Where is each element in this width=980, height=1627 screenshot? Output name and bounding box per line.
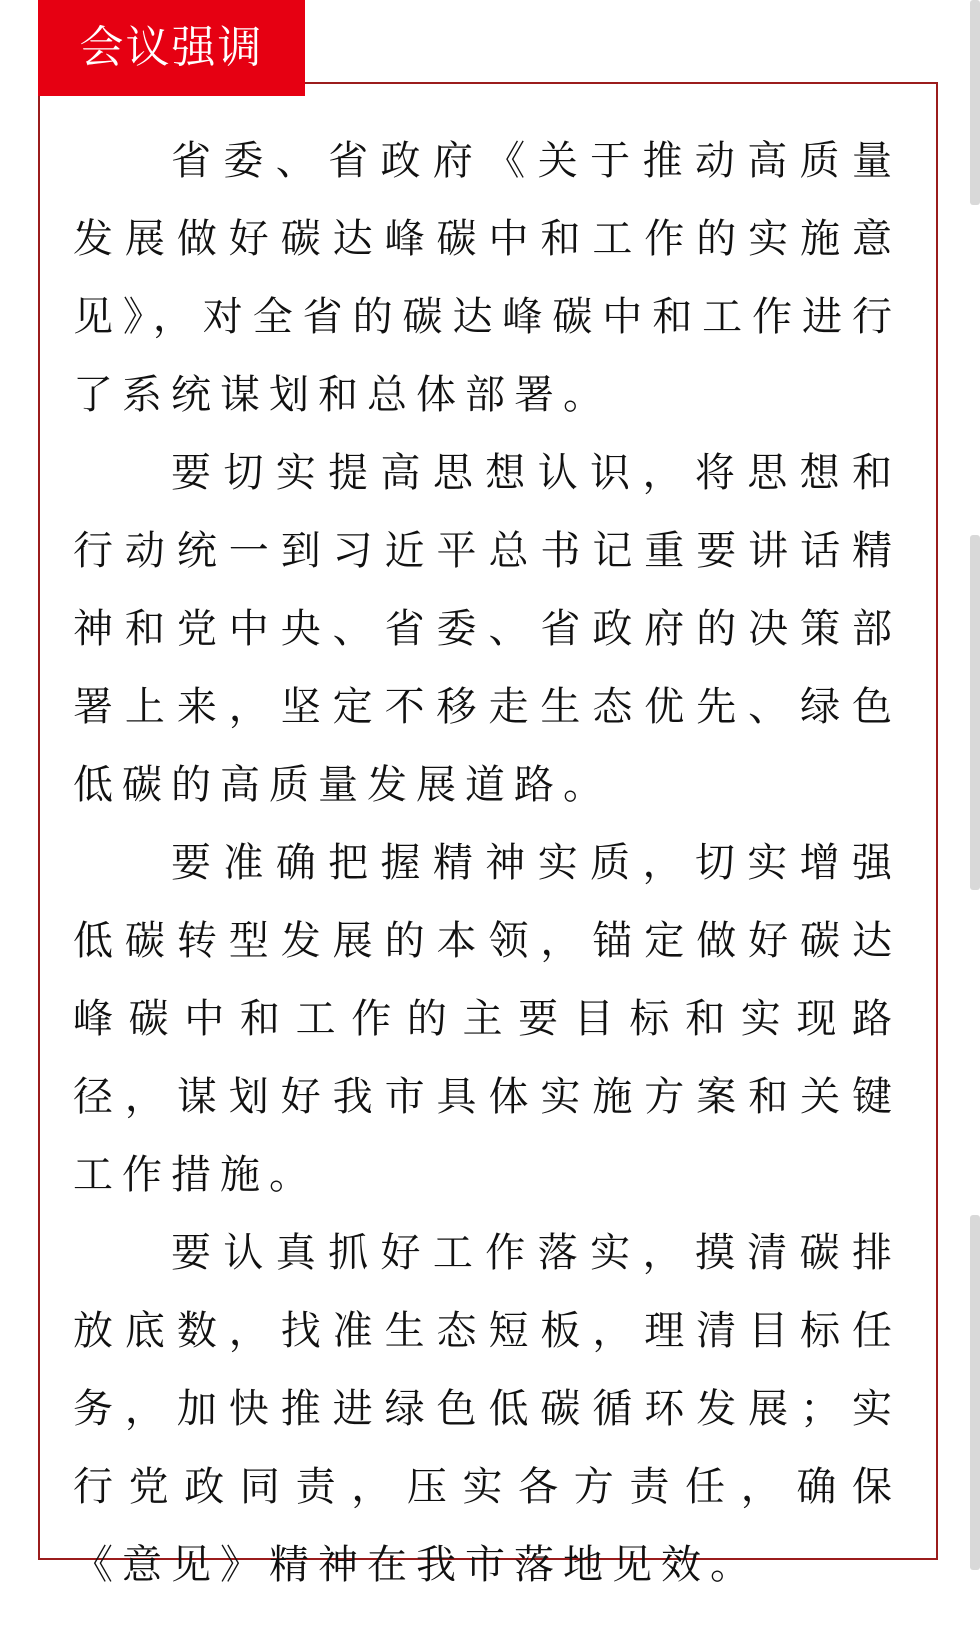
scrollbar-segment[interactable] bbox=[970, 1215, 980, 1570]
scrollbar-segment[interactable] bbox=[970, 0, 980, 205]
section-tag: 会议强调 bbox=[38, 0, 305, 96]
paragraph-1: 省委、省政府《关于推动高质量发展做好碳达峰碳中和工作的实施意见》，对全省的碳达峰碳中和工作进行了系统谋划和总体部署。 bbox=[73, 138, 901, 418]
paragraph-4: 要认真抓好工作落实，摸清碳排放底数，找准生态短板，理清目标任务，加快推进绿色低碳循环发展；实行党政同责，压实各方责任，确保《意见》精神在我市落地见效。 bbox=[73, 1230, 901, 1588]
paragraph-3: 要准确把握精神实质，切实增强低碳转型发展的本领，锚定做好碳达峰碳中和工作的主要目标和实现路径，谋划好我市具体实施方案和关键工作措施。 bbox=[73, 840, 901, 1198]
scrollbar-segment[interactable] bbox=[970, 535, 980, 890]
article-body bbox=[73, 122, 901, 1604]
paragraph-2: 要切实提高思想认识，将思想和行动统一到习近平总书记重要讲话精神和党中央、省委、省政府的决策部署上来，坚定不移走生态优先、绿色低碳的高质量发展道路。 bbox=[73, 450, 901, 808]
